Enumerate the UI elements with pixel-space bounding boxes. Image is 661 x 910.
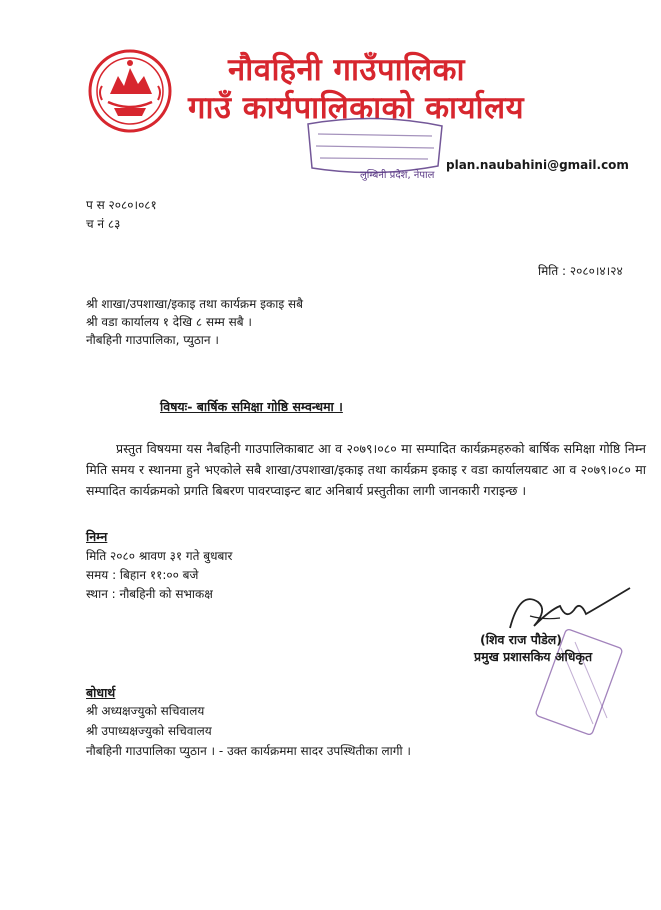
bodhartha-line-2: श्री उपाध्यक्षज्युको सचिवालय — [86, 724, 212, 738]
office-email: plan.naubahini@gmail.com — [446, 158, 629, 172]
bodhartha-heading: बोधार्थ — [86, 685, 116, 700]
office-stamp-icon — [300, 114, 450, 184]
schedule-heading: निम्न — [86, 529, 108, 544]
signatory-title: प्रमुख प्रशासकिय अधिकृत — [474, 649, 593, 664]
svg-text:लुम्बिनी प्रदेश, नेपाल: लुम्बिनी प्रदेश, नेपाल — [360, 170, 435, 181]
recipient-line-1: श्री शाखा/उपशाखा/इकाइ तथा कार्यक्रम इकाइ सबै — [86, 297, 304, 311]
letter-subject: विषयः- बार्षिक समिक्षा गोष्ठि सम्वन्धमा । — [160, 399, 343, 414]
signatory-name: (शिव राज पौडेल) — [480, 632, 562, 647]
schedule-time: समय : बिहान ११:०० बजे — [86, 568, 199, 582]
reference-ps-number: प स २०८०।०८१ — [86, 198, 157, 212]
bodhartha-line-1: श्री अध्यक्षज्युको सचिवालय — [86, 704, 205, 718]
recipient-line-2: श्री वडा कार्यालय १ देखि ८ सम्म सबै । — [86, 315, 252, 329]
schedule-venue: स्थान : नौबहिनी को सभाकक्ष — [86, 587, 213, 601]
schedule-date: मिति २०८० श्रावण ३१ गते बुधबार — [86, 549, 233, 563]
letter-date: मिति : २०८०।४।२४ — [538, 264, 623, 278]
recipient-line-3: नौबहिनी गाउपालिका, प्युठान । — [86, 333, 219, 347]
office-title-line2: गाउँ कार्यपालिकाको कार्यालय — [188, 90, 525, 126]
letter-body: प्रस्तुत विषयमा यस नैबहिनी गाउपालिकाबाट आ व २०७९।०८० मा सम्पादित कार्यक्रमहरुको बार्षिक समिक्षा गोष्ठि निम्न मिति समय र स्थानमा हुने भएकोले सबै शाखा/उपशाखा/इकाइ तथा कार्यक्रम इकाइ र वडा कार्यालयबाट आ व २०७९।०८० मा सम्पादित कार्यक्रमको प्रगति बिबरण पावरप्वाइन्ट बाट अनिबार्य प्रस्तुतीका लागी जानकारी गराइन्छ । — [86, 441, 646, 498]
reference-cn-number: च नं ८३ — [86, 217, 121, 231]
office-title-line1: नौवहिनी गाउँपालिका — [228, 52, 465, 88]
government-emblem-icon — [88, 46, 172, 136]
bodhartha-line-3: नौबहिनी गाउपालिका प्युठान । - उक्त कार्यक्रममा सादर उपस्थितीका लागी । — [86, 744, 411, 758]
